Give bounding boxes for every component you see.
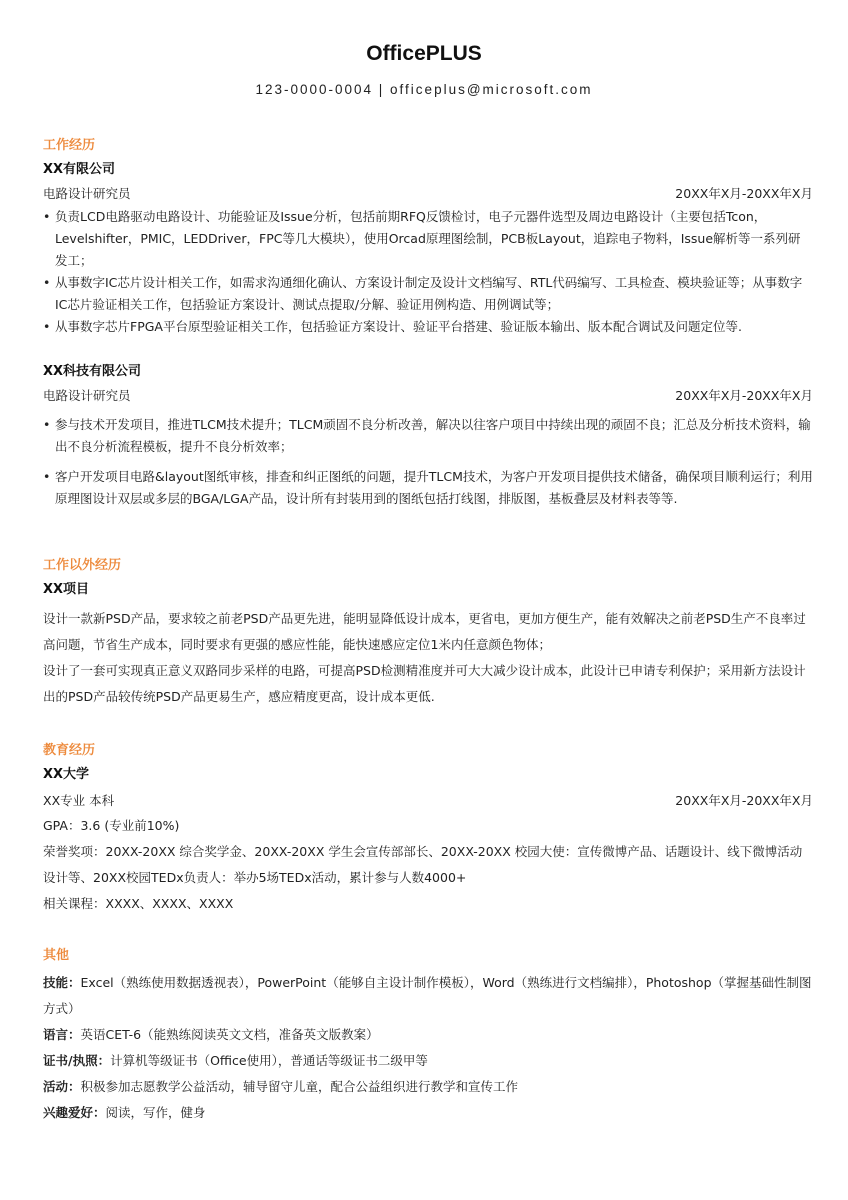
school-name: XX大学 <box>43 767 90 782</box>
hobbies-text: 阅读，写作，健身 <box>105 1105 206 1120</box>
job-bullets <box>43 206 813 338</box>
courses: 相关课程：XXXX、XXXX、XXXX <box>43 896 234 911</box>
project-paragraph: 设计了一套可实现真正意义双路同步采样的电路，可提高PSD检测精准度并可大大减少设计成本，此设计已申请专利保护；采用新方法设计出的PSD产品较传统PSD产品更易生产，感应精度更高，设计成本更低. <box>43 663 806 704</box>
section-title-other: 其他 <box>43 948 70 963</box>
section-title-extra: 工作以外经历 <box>43 558 122 573</box>
activities-label: 活动： <box>43 1079 81 1094</box>
job-role: 电路设计研究员 <box>43 186 131 201</box>
company-name: XX有限公司 <box>43 162 116 177</box>
candidate-name: OfficePLUS <box>366 42 482 65</box>
work-section <box>43 134 813 510</box>
job-bullet: • 负责LCD电路驱动电路设计、功能验证及Issue分析，包括前期RFQ反馈检讨，电子元器件选型及周边电路设计（主要包括Tcon，Levelshifter，PMIC，LEDDriver，FPC等几大模块），使用Orcad原理图绘制，PCB板Layout，追踪电子物料，Issue解析等一系列研发工； <box>43 206 813 272</box>
language-label: 语言： <box>43 1027 81 1042</box>
language-item <box>43 1022 813 1048</box>
language-text: 英语CET-6（能熟练阅读英文文档，准备英文版教案） <box>80 1027 379 1042</box>
major: XX专业 本科 <box>43 793 115 808</box>
job-bullet: • 从事数字芯片FPGA平台原型验证相关工作，包括验证方案设计、验证平台搭建、验证版本输出、版本配合调试及问题定位等. <box>43 316 813 338</box>
education-date: 20XX年X月-20XX年X月 <box>675 793 813 808</box>
gpa: GPA：3.6 (专业前10%) <box>43 818 180 833</box>
job-date: 20XX年X月-20XX年X月 <box>675 186 813 201</box>
job-row <box>43 182 813 206</box>
job-bullet: • 客户开发项目电路&layout图纸审核，排查和纠正图纸的问题，提升TLCM技术，为客户开发项目提供技术储备，确保项目顺利运行；利用原理图设计双层或多层的BGA/LGA产品，设计所有封装用到的图纸包括打线图，排版图，基板叠层及材料表等等. <box>43 466 813 510</box>
activities-text: 积极参加志愿教学公益活动，辅导留守儿童，配合公益组织进行教学和宣传工作 <box>80 1079 519 1094</box>
company-name: XX科技有限公司 <box>43 364 142 379</box>
skills-item <box>43 970 813 1022</box>
section-title-education: 教育经历 <box>43 743 96 758</box>
other-section <box>43 944 813 1126</box>
activities-item <box>43 1074 813 1100</box>
certificates-text: 计算机等级证书（Office使用），普通话等级证书二级甲等 <box>110 1053 428 1068</box>
project-name: XX项目 <box>43 582 90 597</box>
skills-text: Excel（熟练使用数据透视表），PowerPoint（能够自主设计制作模板），Word（熟练进行文档编排），Photoshop（掌握基础性制图方式） <box>43 975 812 1016</box>
extra-section <box>43 554 813 710</box>
job-date: 20XX年X月-20XX年X月 <box>675 388 813 403</box>
education-section <box>43 739 813 917</box>
certificates-label: 证书/执照： <box>43 1053 111 1068</box>
education-row <box>43 789 813 813</box>
project-paragraph: 设计一款新PSD产品，要求较之前老PSD产品更先进，能明显降低设计成本，更省电，更加方便生产，能有效解决之前老PSD生产不良率过高问题，节省生产成本，同时要求有更强的感应性能，能快速感应定位1米内任意颜色物体； <box>43 611 806 652</box>
job-bullets <box>43 414 813 510</box>
job-row <box>43 384 813 408</box>
certificates-item <box>43 1048 813 1074</box>
job-bullet: • 从事数字IC芯片设计相关工作，如需求沟通细化确认、方案设计制定及设计文档编写、RTL代码编写、工具检查、模块验证等；从事数字IC芯片验证相关工作，包括验证方案设计、测试点提取/分解、验证用例构造、用例调试等； <box>43 272 813 316</box>
job-bullet: • 参与技术开发项目，推进TLCM技术提升；TLCM顽固不良分析改善，解决以往客户项目中持续出现的顽固不良；汇总及分析技术资料，输出不良分析流程模板，提升不良分析效率； <box>43 414 813 458</box>
section-title-work: 工作经历 <box>43 138 96 153</box>
skills-label: 技能： <box>43 975 81 990</box>
honors: 荣誉奖项：20XX-20XX 综合奖学金、20XX-20XX 学生会宣传部部长、20XX-20XX 校园大使：宣传微博产品、话题设计、线下微博活动设计等、20XX校园TEDx负责人：举办5场TEDx活动，累计参与人数4000+ <box>43 844 803 885</box>
contact-info: 123-0000-0004 | officeplus@microsoft.com <box>255 82 593 97</box>
hobbies-label: 兴趣爱好： <box>43 1105 106 1120</box>
job-role: 电路设计研究员 <box>43 388 131 403</box>
hobbies-item <box>43 1100 813 1126</box>
